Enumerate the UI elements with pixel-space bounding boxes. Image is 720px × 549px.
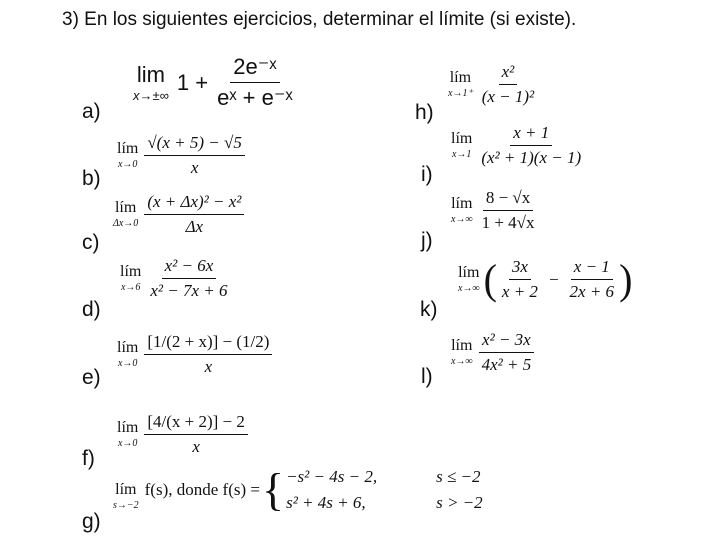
denominator-2: 2x + 6	[569, 282, 615, 301]
lim-word: lím	[451, 130, 473, 147]
lim-word: lím	[120, 263, 142, 280]
lim-word: lím	[117, 419, 139, 436]
label-k: k)	[420, 298, 438, 321]
right-paren: )	[619, 255, 633, 303]
exercise-f	[117, 412, 250, 457]
label-h: h)	[415, 101, 434, 124]
lim-sub: x→0	[117, 358, 138, 369]
minus-sign: −	[548, 269, 559, 289]
lim-word: lím	[117, 140, 139, 157]
label-c: c)	[82, 231, 100, 254]
lim-word: lím	[117, 339, 139, 356]
denominator: eˣ + e⁻ˣ	[217, 85, 293, 110]
numerator: x + 1	[510, 123, 552, 146]
lim-sub: s→−2	[113, 499, 139, 511]
lim-word: lím	[458, 264, 480, 281]
lim-sub: x→±∞	[133, 87, 169, 103]
case-2-expr: s² + 4s + 6,	[286, 493, 366, 513]
label-i: i)	[421, 163, 433, 186]
lim-sub: x→1⁺	[448, 88, 473, 99]
case-2-cond: s > −2	[436, 493, 483, 513]
label-l: l)	[421, 365, 433, 388]
exercise-l	[451, 330, 536, 375]
piecewise-definition: f(s), donde f(s) =	[144, 480, 260, 500]
denominator: x	[190, 158, 199, 177]
left-brace: {	[261, 464, 285, 516]
numerator-1: 3x	[509, 257, 531, 280]
numerator-2: x − 1	[571, 257, 613, 280]
denominator: (x − 1)²	[481, 87, 535, 106]
label-g: g)	[82, 510, 101, 533]
lim-sub: Δx→0	[113, 218, 139, 229]
numerator: x² − 6x	[162, 256, 217, 279]
label-a: a)	[82, 100, 101, 123]
denominator: (x² + 1)(x − 1)	[481, 148, 582, 167]
lim-word: lím	[115, 480, 137, 498]
left-paren: (	[483, 255, 497, 303]
lim-word: lím	[114, 199, 137, 216]
lim-word: lim	[136, 61, 165, 87]
numerator: x²	[499, 62, 518, 85]
lim-sub: x→∞	[451, 356, 473, 367]
exercise-h	[448, 62, 539, 107]
exercise-j	[451, 188, 540, 233]
exercise-k	[458, 257, 632, 302]
case-1-expr: −s² − 4s − 2,	[286, 467, 378, 486]
lim-sub: x→6	[120, 282, 141, 293]
lead-term: 1 +	[176, 69, 209, 95]
piecewise-cases	[286, 464, 483, 517]
numerator: [4/(x + 2)] − 2	[144, 412, 248, 435]
denominator: 4x² + 5	[481, 355, 532, 374]
exercise-title: 3) En los siguientes ejercicios, determinar el límite (si existe).	[62, 9, 577, 30]
exercise-g	[113, 464, 483, 517]
numerator: (x + Δx)² − x²	[144, 192, 244, 215]
lim-sub: x→∞	[458, 283, 480, 294]
label-j: j)	[421, 229, 433, 252]
label-d: d)	[82, 298, 101, 321]
numerator: 2e⁻ˣ	[230, 54, 279, 83]
lim-sub: x→0	[117, 159, 138, 170]
denominator: x	[204, 357, 213, 376]
label-b: b)	[82, 167, 101, 190]
label-e: e)	[82, 366, 101, 389]
exercise-c	[113, 192, 246, 237]
numerator: 8 − √x	[483, 188, 533, 211]
lim-word: lím	[451, 337, 473, 354]
lim-sub: x→∞	[451, 214, 473, 225]
numerator: [1/(2 + x)] − (1/2)	[144, 332, 272, 355]
lim-word: lím	[449, 69, 472, 86]
exercise-d	[120, 256, 232, 301]
denominator: x² − 7x + 6	[150, 281, 228, 300]
numerator: √(x + 5) − √5	[144, 133, 244, 156]
denominator-1: x + 2	[501, 282, 538, 301]
denominator: x	[192, 437, 200, 456]
lim-sub: x→1	[451, 149, 472, 160]
exercise-e	[117, 332, 274, 377]
exercise-b	[117, 133, 247, 178]
exercise-a	[133, 54, 298, 111]
exercise-i	[451, 123, 586, 168]
lim-sub: x→0	[117, 438, 138, 449]
denominator: 1 + 4√x	[481, 213, 535, 232]
case-1-cond: s ≤ −2	[436, 467, 481, 486]
denominator: Δx	[185, 217, 204, 236]
lim-word: lím	[451, 195, 473, 212]
numerator: x² − 3x	[479, 330, 534, 353]
label-f: f)	[82, 447, 95, 470]
